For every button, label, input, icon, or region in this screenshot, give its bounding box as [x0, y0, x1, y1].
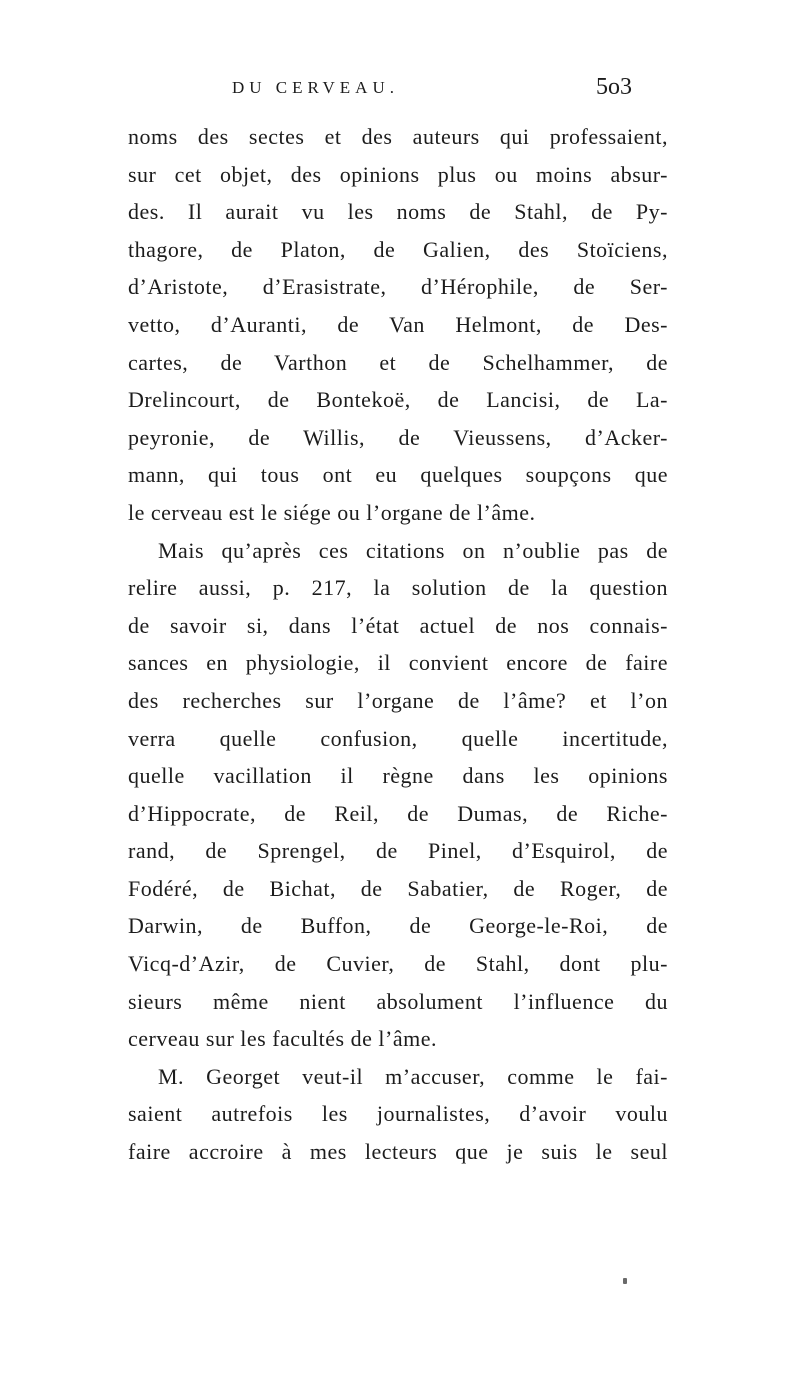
text-line: peyronie, de Willis, de Vieussens, d’Acker-	[128, 424, 668, 450]
text-line: Fodéré, de Bichat, de Sabatier, de Roger, de	[128, 875, 668, 901]
text-line: quelle vacillation il règne dans les opinions	[128, 763, 668, 789]
text-line: saient autrefois les journalistes, d’avoir voulu	[128, 1101, 668, 1127]
ink-speck	[623, 1278, 627, 1284]
text-line: vetto, d’Auranti, de Van Helmont, de Des-	[128, 311, 668, 337]
paragraph-end-line: le cerveau est le siége ou l’organe de l’âme.	[128, 499, 536, 525]
text-line: Vicq-d’Azir, de Cuvier, de Stahl, dont plu-	[128, 951, 668, 977]
text-line: relire aussi, p. 217, la solution de la question	[128, 575, 668, 601]
text-line: de savoir si, dans l’état actuel de nos connais-	[128, 612, 668, 638]
page-header	[0, 74, 800, 114]
text-line: cartes, de Varthon et de Schelhammer, de	[128, 349, 668, 375]
text-line: mann, qui tous ont eu quelques soupçons que	[128, 462, 668, 488]
text-line: Drelincourt, de Bontekoë, de Lancisi, de La-	[128, 387, 668, 413]
text-line: des. Il aurait vu les noms de Stahl, de Py-	[128, 199, 668, 225]
text-line: faire accroire à mes lecteurs que je suis le seul	[128, 1139, 668, 1165]
text-line: verra quelle confusion, quelle incertitude,	[128, 725, 668, 751]
text-line: des recherches sur l’organe de l’âme? et l’on	[128, 687, 668, 713]
text-line: noms des sectes et des auteurs qui professaient,	[128, 124, 668, 149]
text-line: d’Aristote, d’Erasistrate, d’Hérophile, de Ser-	[128, 274, 668, 300]
text-line: d’Hippocrate, de Reil, de Dumas, de Riche-	[128, 800, 668, 826]
text-line: thagore, de Platon, de Galien, des Stoïciens,	[128, 236, 668, 262]
text-line: rand, de Sprengel, de Pinel, d’Esquirol, de	[128, 838, 668, 864]
text-line: sur cet objet, des opinions plus ou moins absur-	[128, 161, 668, 187]
paragraph-first-line: Mais qu’après ces citations on n’oublie pas de	[158, 537, 668, 563]
text-line: sieurs même nient absolument l’influence du	[128, 988, 668, 1014]
text-line: sances en physiologie, il convient encore de faire	[128, 650, 668, 676]
page-number: 5o3	[596, 74, 632, 100]
paragraph-first-line: M. Georget veut-il m’accuser, comme le fai-	[158, 1063, 668, 1089]
body-text	[128, 118, 668, 1171]
running-head: DU CERVEAU.	[232, 78, 399, 97]
paragraph-end-line: cerveau sur les facultés de l’âme.	[128, 1026, 437, 1052]
text-line: Darwin, de Buffon, de George-le-Roi, de	[128, 913, 668, 939]
